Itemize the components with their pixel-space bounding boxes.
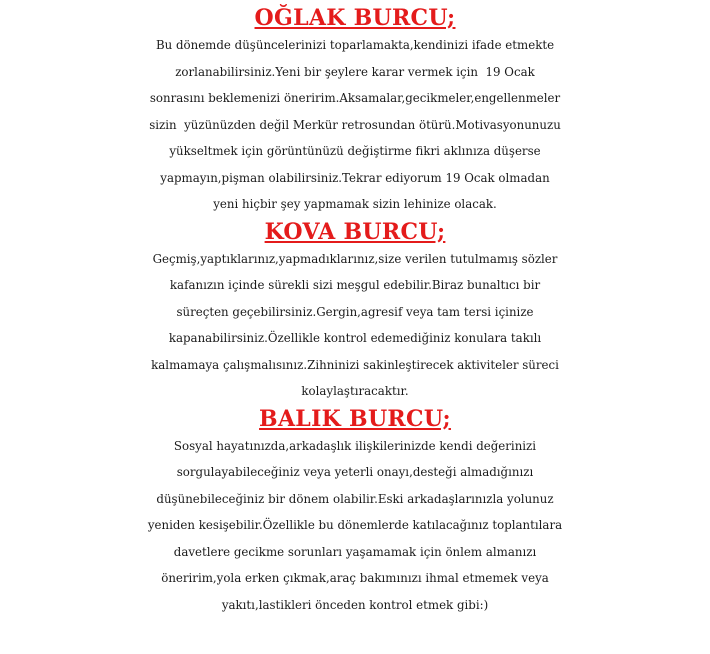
text-line: yükseltmek için görüntünüzü değiştirme fikri aklınıza düşerse	[169, 144, 541, 158]
text-line: sonrasını beklemenizi öneririm.Aksamalar,gecikmeler,engellenmeler	[149, 91, 561, 105]
text-line: kolaylaştıracaktır.	[301, 384, 409, 398]
text-line: sizin yüzünüzden değil Merkür retrosundan ötürü.Motivasyonunuzu	[149, 117, 561, 132]
text-line: kalmamaya çalışmalısınız.Zihninizi sakinleştirecek aktiviteler süreci	[151, 357, 559, 372]
section-balik	[0, 405, 710, 619]
text-line: Geçmiş,yaptıklarınız,yapmadıklarınız,size verilen tutulmamış sözler	[152, 251, 558, 266]
text-line: yeniden kesişebilir.Özellikle bu dönemlerde katılacağınız toplantılara	[147, 518, 563, 532]
text-line: yakıtı,lastikleri önceden kontrol etmek gibi:)	[221, 597, 489, 612]
section-heading: BALIK BURCU;	[259, 405, 451, 432]
text-line: Bu dönemde düşüncelerinizi toparlamakta,kendinizi ifade etmekte	[155, 38, 555, 52]
section-oglak	[0, 4, 710, 218]
section-heading: OĞLAK BURCU;	[254, 5, 456, 31]
text-line: süreçten geçebilirsiniz.Gergin,agresif veya tam tersi içinize	[176, 304, 534, 319]
text-line: yapmayın,pişman olabilirsiniz.Tekrar ediyorum 19 Ocak olmadan	[160, 170, 550, 185]
text-line: Sosyal hayatınızda,arkadaşlık ilişkilerinizde kendi değerinizi	[173, 438, 537, 453]
text-line: yeni hiçbir şey yapmamak sizin lehinize olacak.	[213, 197, 497, 211]
text-line: zorlanabilirsiniz.Yeni bir şeylere karar vermek için 19 Ocak	[175, 64, 535, 79]
text-line: davetlere gecikme sorunları yaşamamak için önlem almanızı	[173, 544, 537, 559]
text-line: kafanızın içinde sürekli sizi meşgul edebilir.Biraz bunaltıcı bir	[169, 278, 541, 292]
text-line: kapanabilirsiniz.Özellikle kontrol edemediğiniz konulara takılı	[168, 331, 542, 345]
section-kova	[0, 218, 710, 405]
text-line: düşünebileceğiniz bir dönem olabilir.Eski arkadaşlarınızla yolunuz	[156, 491, 554, 506]
text-line: sorgulayabileceğiniz veya yeterli onayı,desteği almadığınızı	[176, 465, 534, 479]
section-heading: KOVA BURCU;	[264, 218, 446, 245]
text-line: öneririm,yola erken çıkmak,araç bakımınızı ihmal etmemek veya	[161, 571, 549, 585]
